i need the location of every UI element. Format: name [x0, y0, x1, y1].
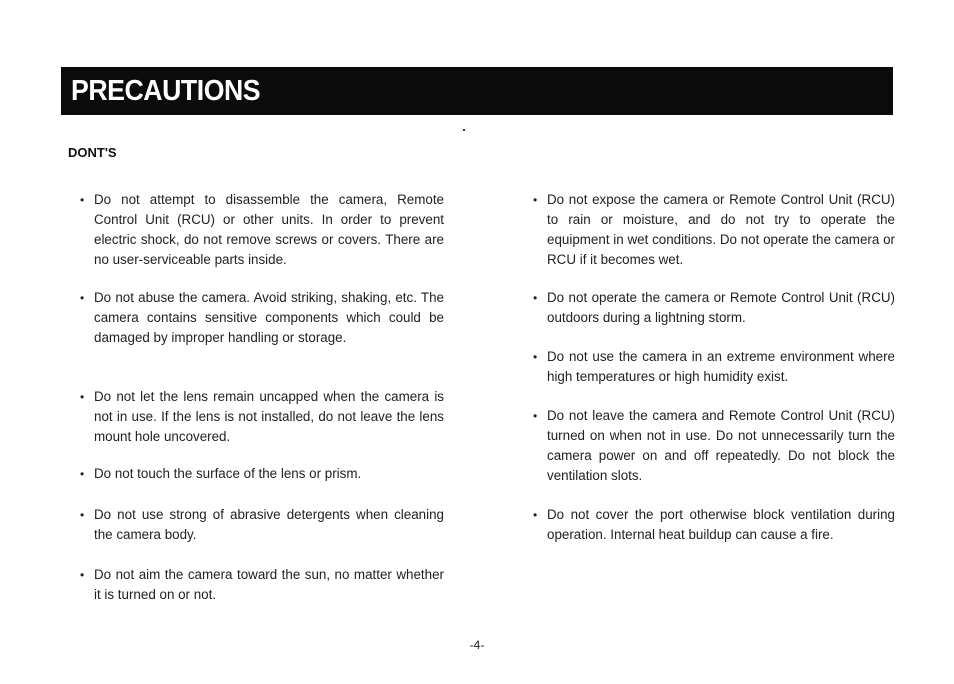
list-item — [531, 406, 895, 486]
bullet-icon: • — [80, 390, 85, 404]
bullet-icon: • — [80, 291, 85, 305]
list-item — [531, 505, 895, 545]
bullet-icon: • — [80, 568, 85, 582]
item-text: Do not use the camera in an extreme environment where high temperatures or high humidity exist. — [547, 349, 895, 384]
page-number: -4- — [469, 638, 485, 652]
item-text: Do not operate the camera or Remote Control Unit (RCU) outdoors during a lightning storm. — [547, 290, 895, 325]
bullet-icon: • — [533, 409, 538, 423]
list-item — [78, 387, 444, 447]
item-text: Do not abuse the camera. Avoid striking, shaking, etc. The camera contains sensitive components which could be damaged by improper handling or storage. — [94, 290, 444, 345]
item-text: Do not let the lens remain uncapped when the camera is not in use. If the lens is not installed, do not leave the lens mount hole uncovered. — [94, 389, 444, 444]
item-text: Do not use strong of abrasive detergents when cleaning the camera body. — [94, 507, 444, 542]
bullet-icon: • — [80, 193, 85, 207]
list-item — [78, 464, 444, 484]
bullet-icon: • — [533, 291, 538, 305]
item-text: Do not aim the camera toward the sun, no matter whether it is turned on or not. — [94, 567, 444, 602]
item-text: Do not touch the surface of the lens or prism. — [94, 466, 362, 481]
item-text: Do not expose the camera or Remote Control Unit (RCU) to rain or moisture, and do not try to operate the equipment in wet conditions. Do not operate the camera or RCU if it becomes wet. — [547, 192, 895, 267]
title-banner — [61, 67, 893, 115]
bullet-icon: • — [533, 193, 538, 207]
list-item — [78, 565, 444, 605]
list-item — [531, 347, 895, 387]
item-text: Do not leave the camera and Remote Control Unit (RCU) turned on when not in use. Do not unnecessarily turn the camera power on and off repeatedly. Do not block the ventilation slots. — [547, 408, 895, 483]
bullet-icon: • — [533, 350, 538, 364]
list-item — [78, 505, 444, 545]
bullet-icon: • — [80, 508, 85, 522]
list-item — [531, 190, 895, 270]
print-speck — [463, 129, 465, 131]
bullet-icon: • — [533, 508, 538, 522]
list-item — [78, 288, 444, 348]
list-item — [531, 288, 895, 328]
item-text: Do not cover the port otherwise block ventilation during operation. Internal heat buildup can cause a fire. — [547, 507, 895, 542]
bullet-icon: • — [80, 467, 85, 481]
section-heading: DONT'S — [68, 145, 117, 160]
page-title: PRECAUTIONS — [71, 75, 261, 107]
item-text: Do not attempt to disassemble the camera, Remote Control Unit (RCU) or other units. In order to prevent electric shock, do not remove screws or covers. There are no user-serviceable parts inside. — [94, 192, 444, 267]
list-item — [78, 190, 444, 270]
